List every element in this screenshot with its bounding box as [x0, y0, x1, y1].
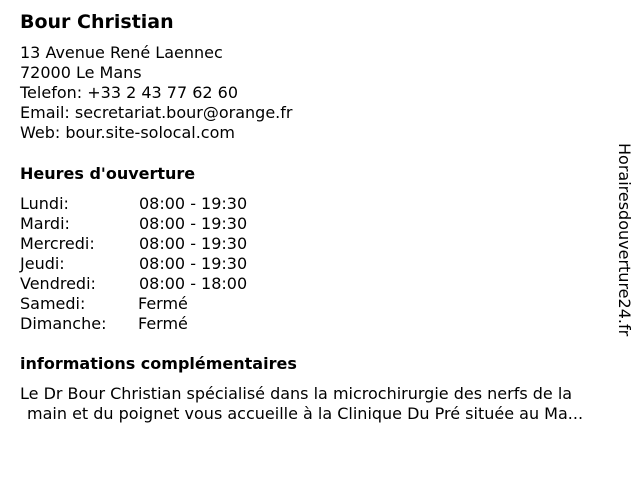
email-line: Email: secretariat.bour@orange.fr — [20, 103, 293, 122]
additional-info-text — [20, 384, 632, 424]
address-line: 13 Avenue René Laennec — [20, 43, 223, 62]
time-value: Fermé — [138, 294, 188, 313]
day-label: Samedi: — [20, 294, 86, 313]
day-label: Vendredi: — [20, 274, 96, 293]
time-value: 08:00 - 19:30 — [139, 194, 248, 213]
time-value: 08:00 - 19:30 — [139, 214, 248, 233]
city-line: 72000 Le Mans — [20, 63, 142, 82]
contact-block — [20, 43, 292, 143]
time-value: 08:00 - 19:30 — [139, 254, 248, 273]
day-label: Dimanche: — [20, 314, 107, 333]
time-value: Fermé — [138, 314, 188, 333]
site-watermark-label: Horairesdouverture24.fr — [615, 143, 634, 337]
description-line: Le Dr Bour Christian spécialisé dans la microchirurgie des nerfs de la — [20, 384, 573, 403]
additional-info-heading: informations complémentaires — [20, 354, 297, 373]
day-label: Lundi: — [20, 194, 69, 213]
opening-hours-heading: Heures d'ouverture — [20, 164, 196, 183]
time-value: 08:00 - 19:30 — [139, 234, 248, 253]
description-line: main et du poignet vous accueille à la Clinique Du Pré située au Ma... — [27, 404, 584, 423]
day-label: Mardi: — [20, 214, 70, 233]
web-line: Web: bour.site-solocal.com — [20, 123, 235, 142]
business-name: Bour Christian — [20, 11, 174, 33]
day-label: Jeudi: — [20, 254, 65, 273]
phone-line: Telefon: +33 2 43 77 62 60 — [20, 83, 239, 102]
day-label: Mercredi: — [20, 234, 95, 253]
time-value: 08:00 - 18:00 — [139, 274, 248, 293]
